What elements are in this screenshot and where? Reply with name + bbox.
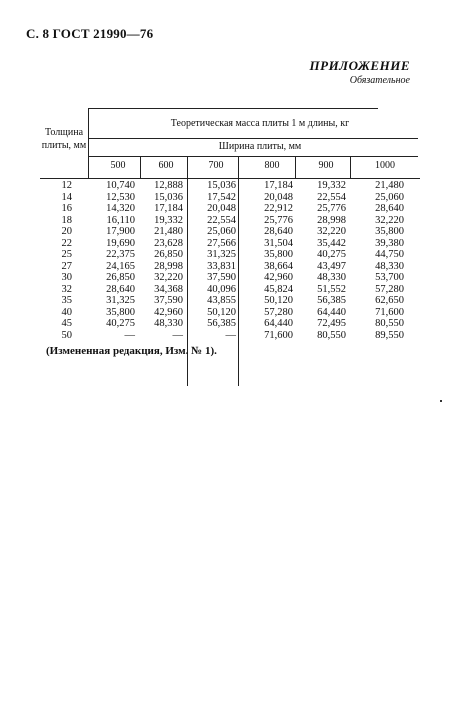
table-divider	[88, 108, 89, 178]
mass-cell: 37,590	[207, 272, 236, 283]
mass-cell: 28,640	[375, 203, 404, 214]
width-header: Ширина плиты, мм	[218, 141, 302, 152]
mass-cell: 40,275	[317, 249, 346, 260]
mass-cell: 56,385	[317, 295, 346, 306]
mass-cell: 39,380	[375, 237, 404, 249]
mass-cell: 22,554	[207, 214, 236, 226]
mass-cell: 72,495	[317, 318, 346, 329]
mass-cell: 48,330	[154, 318, 183, 329]
mass-cell: 17,900	[106, 226, 135, 237]
thickness-cell: 14	[61, 191, 72, 203]
mass-cell: 19,332	[154, 214, 183, 226]
mass-cell: 25,776	[264, 214, 293, 226]
thickness-cell: 12	[61, 180, 72, 191]
table-divider	[350, 156, 351, 178]
mass-cell: 23,628	[154, 237, 183, 249]
thickness-cell: 45	[61, 318, 72, 329]
mass-cell: 42,960	[264, 272, 293, 283]
mass-cell: 35,800	[264, 249, 293, 260]
mass-cell: 53,700	[375, 272, 404, 283]
mass-cell: 10,740	[106, 180, 135, 191]
table-title-rule	[88, 138, 418, 139]
width-column-header: 900	[318, 160, 334, 171]
mass-cell: 32,220	[154, 272, 183, 283]
thickness-cell: 50	[61, 329, 72, 341]
mass-cell: 35,800	[375, 226, 404, 237]
mass-cell: 32,220	[375, 214, 404, 226]
mass-cell: —	[172, 329, 183, 341]
thickness-cell: 35	[61, 295, 72, 306]
mass-cell: 28,640	[106, 283, 135, 295]
mass-cell: 33,831	[207, 260, 236, 272]
mass-cell: 28,640	[264, 226, 293, 237]
width-column-header: 800	[264, 160, 280, 171]
mass-cell: 15,036	[207, 180, 236, 191]
thickness-cell: 40	[61, 306, 72, 318]
mass-cell: 40,275	[106, 318, 135, 329]
thickness-cell: 22	[61, 237, 72, 249]
mass-cell: 21,480	[154, 226, 183, 237]
width-column-header: 700	[208, 160, 224, 171]
width-column-header: 1000	[375, 160, 395, 171]
mass-cell: 35,442	[317, 237, 346, 249]
appendix-block	[310, 58, 410, 86]
mass-cell: —	[225, 329, 236, 341]
mass-cell: 89,550	[375, 329, 404, 341]
mass-cell: 24,165	[106, 260, 135, 272]
mass-cell: 44,750	[375, 249, 404, 260]
mass-cell: 80,550	[375, 318, 404, 329]
mass-cell: 19,332	[317, 180, 346, 191]
mass-cell: 71,600	[375, 306, 404, 318]
table-header-bottom-rule	[40, 178, 420, 179]
mass-cell: 64,440	[317, 306, 346, 318]
width-column-header: 500	[110, 160, 126, 171]
mass-cell: 20,048	[207, 203, 236, 214]
thickness-cell: 30	[61, 272, 72, 283]
mass-cell: 43,855	[207, 295, 236, 306]
mass-cell: 31,504	[264, 237, 293, 249]
mass-cell: 48,330	[375, 260, 404, 272]
thickness-cell: 27	[61, 260, 72, 272]
mass-cell: 50,120	[264, 295, 293, 306]
mass-cell: 17,184	[154, 203, 183, 214]
mass-cell: 31,325	[106, 295, 135, 306]
mass-cell: 50,120	[207, 306, 236, 318]
mass-cell: 38,664	[264, 260, 293, 272]
mass-cell: 43,497	[317, 260, 346, 272]
mass-cell: —	[124, 329, 135, 341]
thickness-header: Толщина плиты, мм	[41, 127, 87, 151]
width-column-header: 600	[158, 160, 174, 171]
mass-cell: 17,184	[264, 180, 293, 191]
thickness-cell: 20	[61, 226, 72, 237]
mass-cell: 57,280	[264, 306, 293, 318]
mass-cell: 26,850	[106, 272, 135, 283]
mass-cell: 22,912	[264, 203, 293, 214]
mass-cell: 26,850	[154, 249, 183, 260]
revision-note: (Измененная редакция, Изм. № 1).	[46, 345, 217, 357]
mass-header: Теоретическая масса плиты 1 м длины, кг	[170, 118, 350, 129]
mass-cell: 19,690	[106, 237, 135, 249]
page-header: С. 8 ГОСТ 21990—76	[26, 26, 154, 41]
mass-cell: 22,375	[106, 249, 135, 260]
thickness-cell: 32	[61, 283, 72, 295]
mass-cell: 28,998	[317, 214, 346, 226]
thickness-cell: 18	[61, 214, 72, 226]
mass-cell: 71,600	[264, 329, 293, 341]
mass-cell: 20,048	[264, 191, 293, 203]
table-divider	[295, 156, 296, 178]
mass-cell: 25,060	[375, 191, 404, 203]
mass-cell: 14,320	[106, 203, 135, 214]
mass-cell: 48,330	[317, 272, 346, 283]
mass-cell: 12,530	[106, 191, 135, 203]
mass-cell: 25,776	[317, 203, 346, 214]
mass-cell: 34,368	[154, 283, 183, 295]
mass-cell: 31,325	[207, 249, 236, 260]
table-top-rule	[88, 108, 378, 109]
mass-cell: 16,110	[106, 214, 135, 226]
mass-cell: 27,566	[207, 237, 236, 249]
thickness-cell: 16	[61, 203, 72, 214]
mass-cell: 12,888	[154, 180, 183, 191]
mass-cell: 32,220	[317, 226, 346, 237]
mass-cell: 21,480	[375, 180, 404, 191]
mass-cell: 56,385	[207, 318, 236, 329]
scan-mark	[440, 400, 442, 402]
table-subheader-rule	[88, 156, 418, 157]
mass-cell: 22,554	[317, 191, 346, 203]
mass-cell: 15,036	[154, 191, 183, 203]
mass-cell: 80,550	[317, 329, 346, 341]
mass-cell: 35,800	[106, 306, 135, 318]
appendix-subtitle: Обязательное	[349, 75, 410, 86]
mass-cell: 40,096	[207, 283, 236, 295]
appendix-title: ПРИЛОЖЕНИЕ	[309, 58, 410, 73]
mass-cell: 28,998	[154, 260, 183, 272]
thickness-cell: 25	[61, 249, 72, 260]
mass-cell: 42,960	[154, 306, 183, 318]
mass-cell: 62,650	[375, 295, 404, 306]
mass-cell: 17,542	[207, 191, 236, 203]
mass-cell: 45,824	[264, 283, 293, 295]
mass-cell: 64,440	[264, 318, 293, 329]
table-divider	[238, 156, 239, 386]
mass-cell: 25,060	[207, 226, 236, 237]
table-divider	[140, 156, 141, 178]
mass-cell: 57,280	[375, 283, 404, 295]
mass-cell: 37,590	[154, 295, 183, 306]
mass-cell: 51,552	[317, 283, 346, 295]
